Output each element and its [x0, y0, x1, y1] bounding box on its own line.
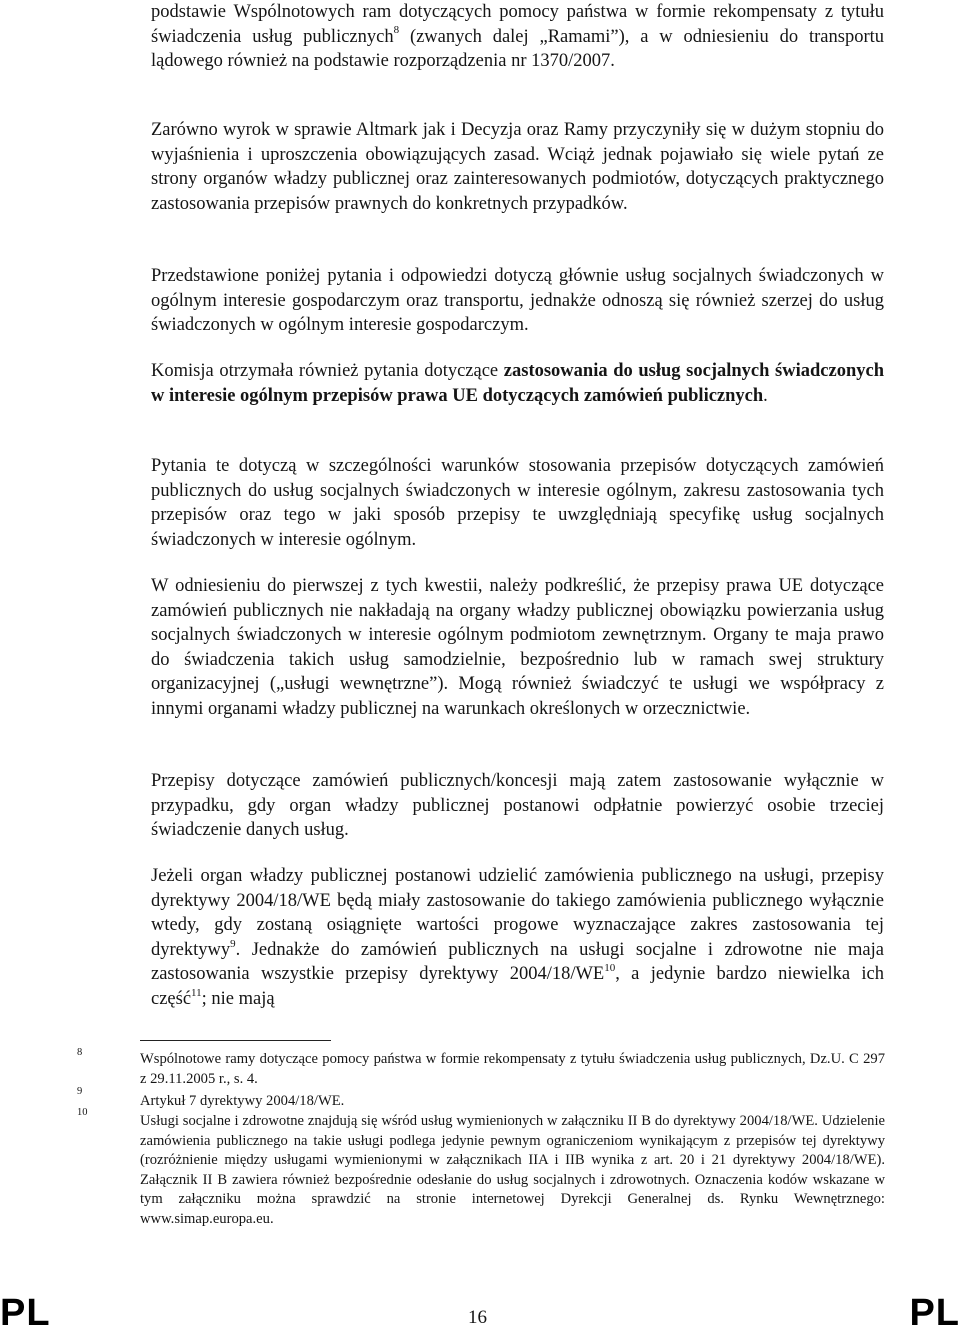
footnote-number-10: 10 — [77, 1107, 88, 1118]
paragraph-8-text-c: , a jedynie bardzo niewielka ich część — [151, 964, 884, 1009]
paragraph-5: Pytania te dotyczą w szczególności warunków stosowania przepisów dotyczących zamówień publicznych do usług socjalnych świadczonych w interesie ogólnym, zakresu zastosowania tych przepisów oraz tego w jaki sposób przepisy te uwzględniają specyfikę usług socjalnych świadczonych w interesie ogólnym. — [151, 456, 884, 550]
paragraph-8 — [151, 864, 884, 1012]
footnote-ref-11[interactable]: 11 — [191, 986, 202, 999]
paragraph-4-bold-text: zastosowania do usług socjalnych świadczonych w interesie ogólnym przepisów prawa UE dotyczących zamówień publicznych — [151, 361, 885, 406]
footnote-separator — [140, 1040, 331, 1041]
footnote-ref-8[interactable]: 8 — [393, 24, 400, 37]
footnote-number-9: 9 — [77, 1086, 83, 1097]
paragraph-3: Przedstawione poniżej pytania i odpowiedzi dotyczą głównie usług socjalnych świadczonych w ogólnym interesie gospodarczym oraz transportu, jednakże odnoszą się również szerzej do usług świadczonych w ogólnym interesie gospodarczym. — [151, 266, 884, 336]
footnote-9: Artykuł 7 dyrektywy 2004/18/WE. — [140, 1093, 345, 1109]
paragraph-7: Przepisy dotyczące zamówień publicznych/koncesji mają zatem zastosowanie wyłącznie w przypadku, gdy organ władzy publicznej postanowi odpłatnie powierzyć osobie trzeciej świadczenie danych usług. — [151, 771, 884, 841]
paragraph-8-text-d: ; nie mają — [201, 988, 275, 1009]
paragraph-6: W odniesieniu do pierwszej z tych kwestii, należy podkreślić, że przepisy prawa UE dotyczące zamówień publicznych nie nakładają na organy władzy publicznej obowiązku powierzania usług socjalnych świadczonych w interesie ogólnym podmiotom zewnętrznym. Organy te maja prawo do świadczenia takich usług samodzielnie, bezpośrednio lub w ramach swej struktury organizacyjnej („usługi wewnętrzne”). Mogą również świadczyć te usługi we współpracy z innymi organami władzy publicznej na warunkach określonych w orzecznictwie. — [151, 576, 884, 719]
paragraph-8-text-b: . Jednakże do zamówień publicznych na usługi socjalne i zdrowotne nie maja zastosowania wszystkie przepisy dyrektywy 2004/18/WE — [151, 939, 884, 985]
footnote-ref-9[interactable]: 9 — [230, 937, 236, 950]
paragraph-2: Zarówno wyrok w sprawie Altmark jak i Decyzja oraz Ramy przyczyniły się w dużym stopniu do wyjaśnienia i uproszczenia obowiązujących zasad. Wciąż jednak pojawiało się wiele pytań ze strony organów władzy publicznej oraz zainteresowanych podmiotów, dotyczących praktycznego zastosowania przepisów prawnych do konkretnych przypadków. — [151, 120, 884, 214]
paragraph-4-text-a: Komisja otrzymała również pytania dotyczące — [151, 361, 504, 381]
footnote-8: Wspólnotowe ramy dotyczące pomocy państwa w formie rekompensaty z tytułu świadczenia usług publicznych, Dz.U. C 297 z 29.11.2005 r., s. 4. — [140, 1051, 885, 1087]
paragraph-8-text-a: Jeżeli organ władzy publicznej postanowi udzielić zamówienia publicznego na usługi, przepisy dyrektywy 2004/18/WE będą miały zastosowanie do takiego zamówienia publicznego wyłącznie wtedy, gdy zostaną osiągnięte wartości progowe wyznaczające zakres zastosowania tej dyrektywy — [151, 866, 884, 960]
paragraph-4-text-b: . — [763, 385, 768, 406]
footnote-number-8: 8 — [77, 1047, 83, 1058]
paragraph-1-text-a: podstawie Wspólnotowych ram dotyczących pomocy państwa w formie rekompensaty z tytułu świadczenia usług publicznych — [151, 2, 884, 47]
page-number: 16 — [468, 1307, 487, 1328]
paragraph-4 — [151, 359, 884, 408]
footnote-ref-10[interactable]: 10 — [604, 962, 616, 975]
footer-language-left: PL — [0, 1292, 51, 1334]
footer-language-right: PL — [909, 1292, 960, 1334]
footnote-10: Usługi socjalne i zdrowotne znajdują się wśród usług wymienionych w załączniku II B do dyrektywy 2004/18/WE. Udzielenie zamówienia publicznego na takie usługi podlega jedynie pewnym ograniczeniom wynikającym z przepisów tej dyrektywy (rozróżnienie między usługami wymienionymi w załącznikach IIA i IIB wynika z art. 20 i 21 dyrektywy 2004/18/WE). Załącznik II B zawiera również bezpośrednie odesłanie do usług socjalnych i zdrowotnych. Oznaczenia kodów wskazane w tym załączniku można sprawdzić na stronie internetowej Dyrekcji Generalnej ds. Rynku Wewnętrznego: www.simap.europa.eu. — [140, 1113, 885, 1227]
paragraph-1-text-b: (zwanych dalej „Ramami”), a w odniesieniu do transportu lądowego również na podstawie rozporządzenia nr 1370/2007. — [151, 26, 884, 72]
paragraph-1 — [151, 0, 884, 74]
